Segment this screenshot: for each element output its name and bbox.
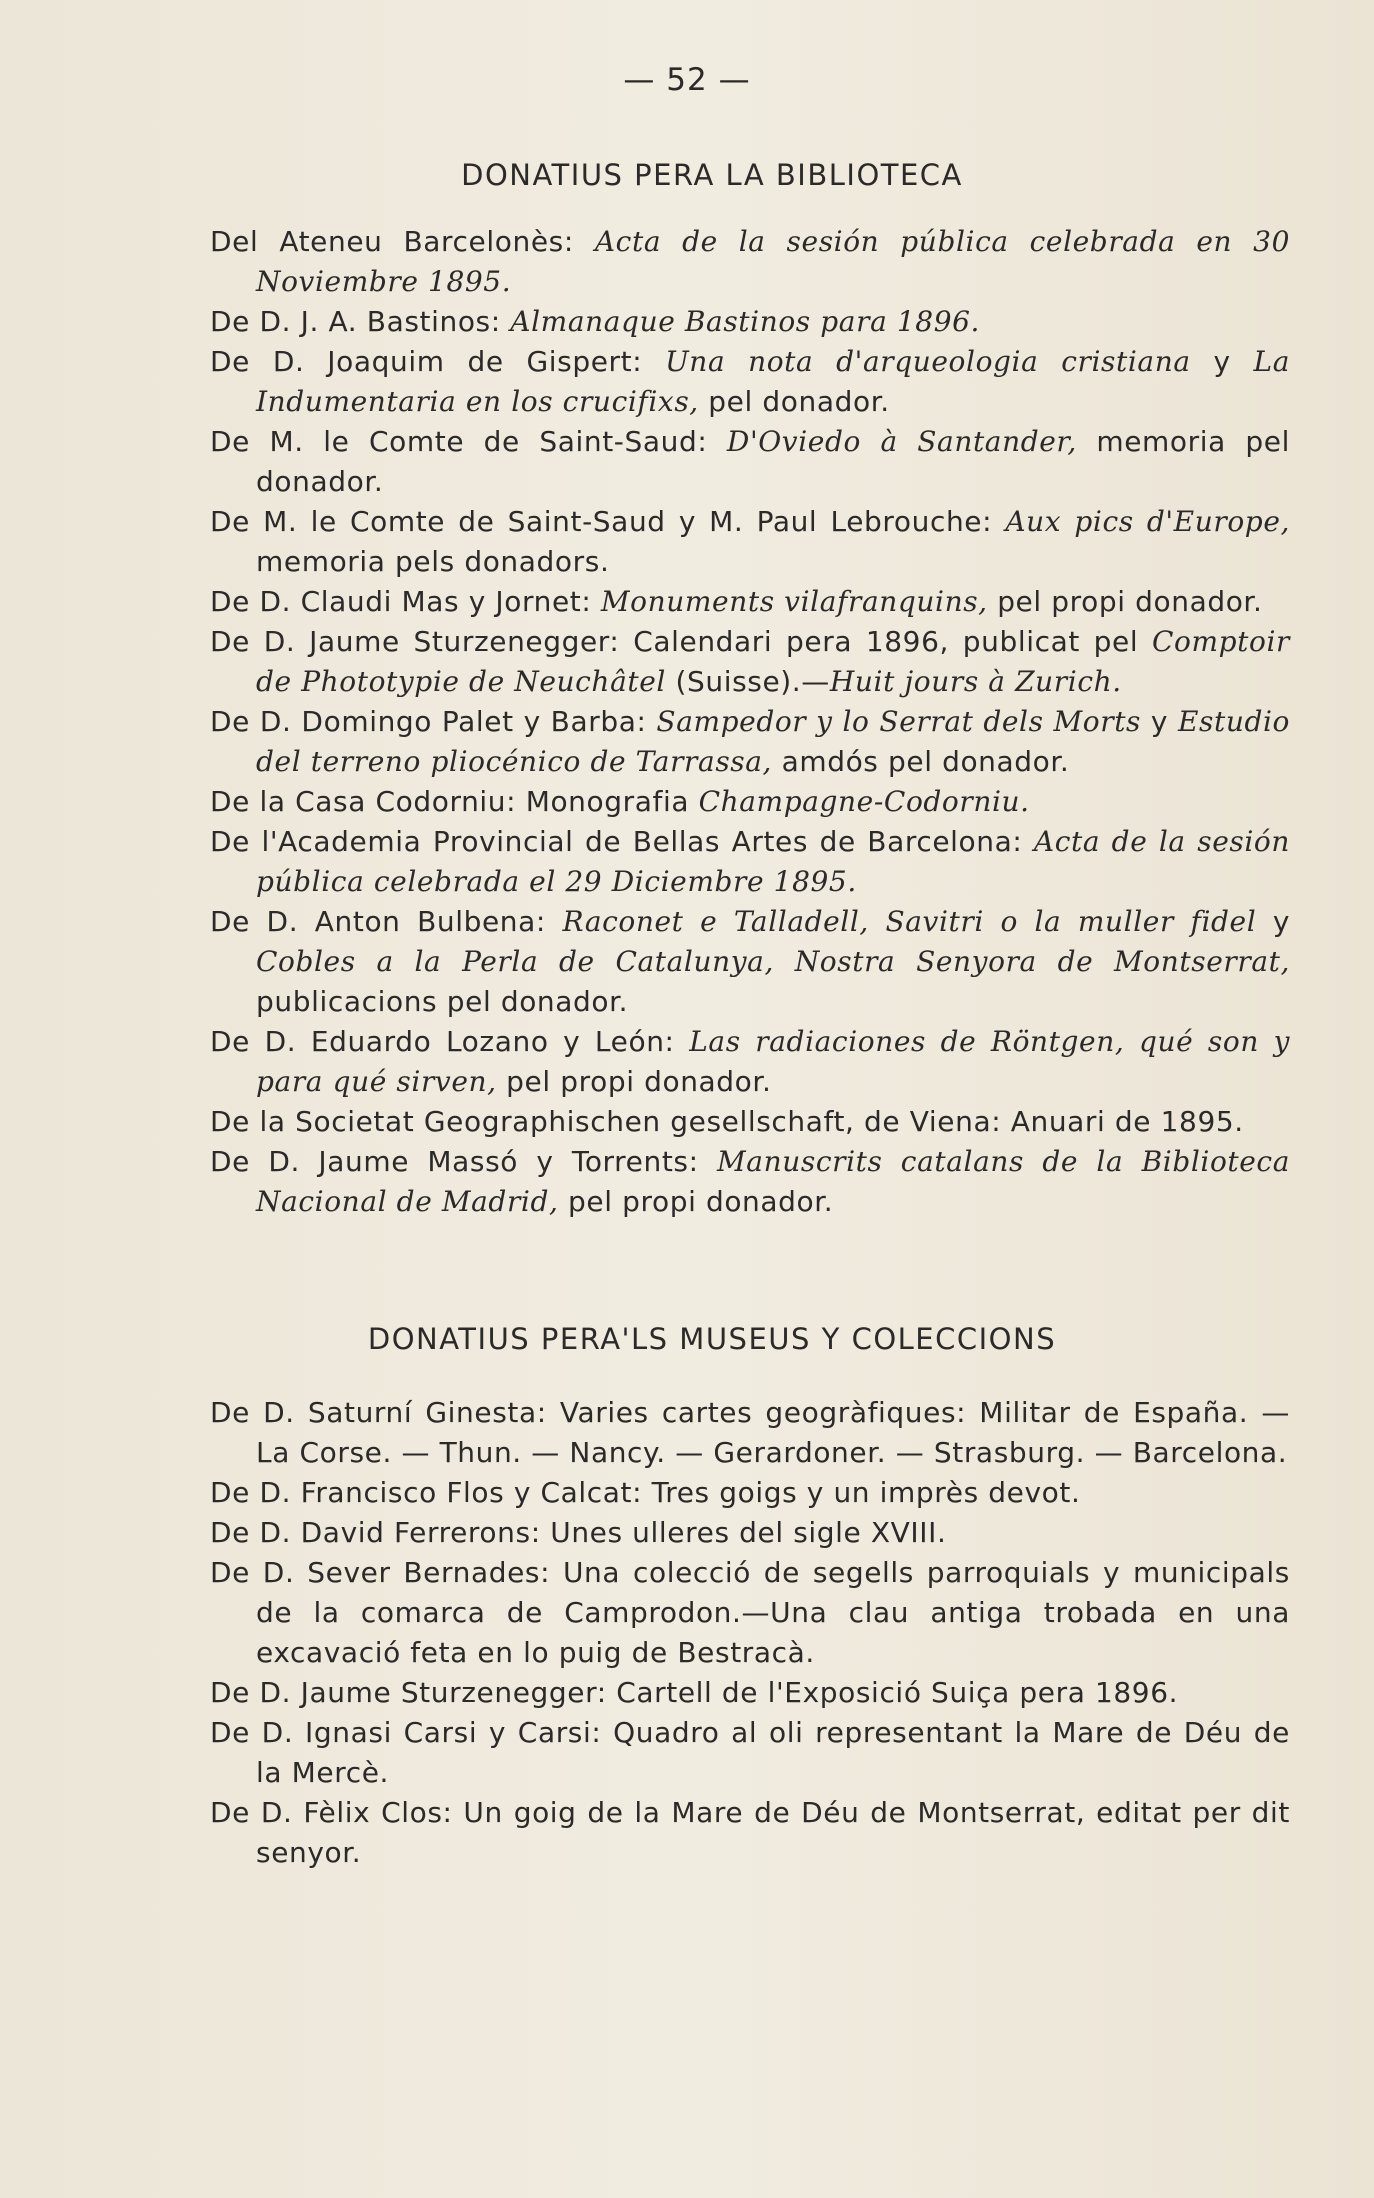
entry-text: y	[1190, 345, 1254, 378]
entry-text: De D. Sever Bernades: Una colecció de segells parroquials y municipals de la comarca de Camprodon.—Una clau antiga trobada en una excavació feta en lo puig de Bestracà.	[210, 1556, 1290, 1669]
page-number: — 52 —	[623, 62, 751, 98]
entry-text: De D. Saturní Ginesta: Varies cartes geogràfiques: Militar de España. — La Corse. — Thun. — Nancy. — Gerardoner. — Strasburg. — Barcelona.	[210, 1396, 1290, 1469]
library-donation-entry	[210, 622, 1290, 702]
museum-donation-entry	[210, 1513, 1290, 1553]
entry-text: y	[1141, 705, 1178, 738]
museum-donations-heading: DONATIUS PERA'LS MUSEUS Y COLECCIONS	[367, 1322, 1057, 1356]
title-text: Almanaque Bastinos para 1896.	[510, 305, 981, 338]
library-donations-heading: DONATIUS PERA LA BIBLIOTECA	[461, 158, 963, 192]
museum-donation-entry	[210, 1553, 1290, 1673]
library-donation-entry	[210, 902, 1290, 1022]
entry-text: amdós pel donador.	[772, 745, 1070, 778]
library-donation-entry	[210, 422, 1290, 502]
title-text: Cobles a la Perla de Catalunya, Nostra Senyora de Montserrat,	[256, 945, 1290, 978]
library-donation-entry	[210, 702, 1290, 782]
library-donation-entry	[210, 582, 1290, 622]
museum-donation-entry	[210, 1393, 1290, 1473]
entry-text: De D. Fèlix Clos: Un goig de la Mare de Déu de Montserrat, editat per dit senyor.	[210, 1796, 1290, 1869]
entry-text: De D. Ignasi Carsi y Carsi: Quadro al oli representant la Mare de Déu de la Mercè.	[210, 1716, 1290, 1789]
entry-text: De la Casa Codorniu: Monografia	[210, 785, 699, 818]
entry-text: De l'Academia Provincial de Bellas Artes de Barcelona:	[210, 825, 1034, 858]
entry-text: pel donador.	[698, 385, 890, 418]
entry-text: De D. J. A. Bastinos:	[210, 305, 511, 338]
library-donation-entry	[210, 342, 1290, 422]
entry-text: De D. Jaume Sturzenegger: Cartell de l'Exposició Suiça pera 1896.	[210, 1676, 1179, 1709]
entry-text: De D. Joaquim de Gispert:	[210, 345, 666, 378]
title-text: Comptoir de Phototypie de Neuchâtel	[256, 625, 1290, 698]
museum-donations-list	[210, 1393, 1290, 1873]
title-text: Monuments vilafranquins,	[600, 585, 988, 618]
entry-text: Del Ateneu Barcelonès:	[210, 225, 595, 258]
entry-text: De D. Claudi Mas y Jornet:	[210, 585, 601, 618]
museum-donation-entry	[210, 1793, 1290, 1873]
title-text: Las radiaciones de Röntgen, qué son y para qué sirven,	[256, 1025, 1290, 1098]
entry-text: y	[1256, 905, 1291, 938]
entry-text: De D. Domingo Palet y Barba:	[210, 705, 657, 738]
title-text: La Indumentaria en los crucifixs,	[256, 345, 1290, 418]
entry-text: De D. Jaume Massó y Torrents:	[210, 1145, 718, 1178]
entry-text: De M. le Comte de Saint-Saud:	[210, 425, 727, 458]
library-donations-list	[210, 222, 1290, 1222]
library-donation-entry	[210, 822, 1290, 902]
entry-text: De D. David Ferrerons: Unes ulleres del sigle XVIII.	[210, 1516, 947, 1549]
entry-text: De D. Jaume Sturzenegger: Calendari pera 1896, publicat pel	[210, 625, 1152, 658]
title-text: Acta de la sesión pública celebrada el 29 Diciembre 1895.	[256, 825, 1290, 898]
entry-text: memoria pel donador.	[256, 425, 1290, 498]
library-donation-entry	[210, 1102, 1290, 1142]
title-text: D'Oviedo à Santander,	[726, 425, 1077, 458]
title-text: Estudio del terreno pliocénico de Tarrassa,	[256, 705, 1291, 778]
title-text: Raconet e Talladell, Savitri o la muller fidel	[562, 905, 1257, 938]
museum-donation-entry	[210, 1473, 1290, 1513]
library-donation-entry	[210, 502, 1290, 582]
entry-text: De D. Eduardo Lozano y León:	[210, 1025, 690, 1058]
museum-donation-entry	[210, 1673, 1290, 1713]
entry-text: publicacions pel donador.	[256, 985, 629, 1018]
entry-text: pel propi donador.	[496, 1065, 772, 1098]
entry-text: De M. le Comte de Saint-Saud y M. Paul Lebrouche:	[210, 505, 1006, 538]
title-text: Champagne-Codorniu.	[698, 785, 1030, 818]
library-donation-entry	[210, 782, 1290, 822]
title-text: Huit jours à Zurich.	[829, 665, 1122, 698]
title-text: Manuscrits catalans de la Biblioteca Nacional de Madrid,	[256, 1145, 1291, 1218]
entry-text: pel propi donador.	[987, 585, 1263, 618]
museum-donation-entry	[210, 1713, 1290, 1793]
title-text: Acta de la sesión pública celebrada en 30 Noviembre 1895.	[256, 225, 1290, 298]
entry-text: De la Societat Geographischen gesellschaft, de Viena: Anuari de 1895.	[210, 1105, 1244, 1138]
title-text: Aux pics d'Europe,	[1005, 505, 1290, 538]
library-donation-entry	[210, 1142, 1290, 1222]
entry-text: memoria pels donadors.	[256, 545, 610, 578]
library-donation-entry	[210, 302, 1290, 342]
entry-text: pel propi donador.	[558, 1185, 834, 1218]
library-donation-entry	[210, 1022, 1290, 1102]
entry-text: De D. Anton Bulbena:	[210, 905, 563, 938]
entry-text: De D. Francisco Flos y Calcat: Tres goigs y un imprès devot.	[210, 1476, 1081, 1509]
library-donation-entry	[210, 222, 1290, 302]
title-text: Sampedor y lo Serrat dels Morts	[656, 705, 1142, 738]
title-text: Una nota d'arqueologia cristiana	[665, 345, 1191, 378]
entry-text: (Suisse).—	[665, 665, 830, 698]
